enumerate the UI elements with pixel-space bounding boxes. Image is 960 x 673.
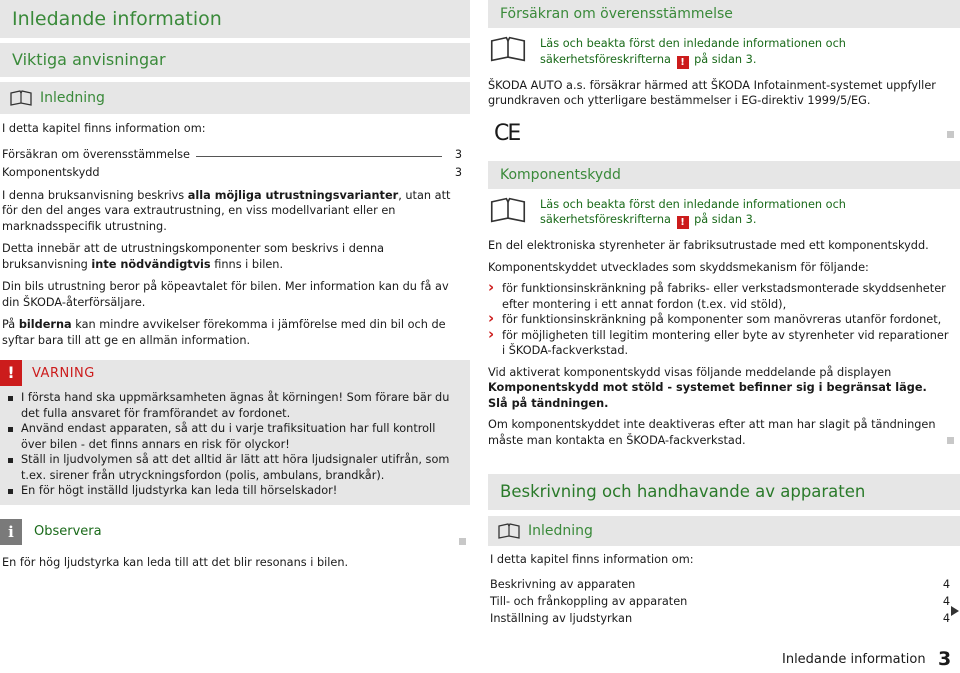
section-heading-conformity: Försäkran om överensstämmelse xyxy=(488,0,960,28)
page-title: Inledande information xyxy=(0,0,470,38)
toc-item[interactable]: Komponentskydd 3 xyxy=(2,165,462,179)
intro-heading xyxy=(488,516,960,546)
ce-mark-icon: CE xyxy=(494,120,520,146)
page-number: 3 xyxy=(938,648,952,670)
info-icon: i xyxy=(0,519,22,545)
section-heading-component-protection: Komponentskydd xyxy=(488,161,960,189)
next-page-arrow-icon[interactable] xyxy=(951,606,959,616)
toc-item[interactable]: Försäkran om överensstämmelse 3 xyxy=(2,147,462,161)
info-text: En för hög ljudstyrka kan leda till att det blir resonans i bilen. xyxy=(2,555,349,569)
book-icon xyxy=(488,197,528,223)
info-title: Observera xyxy=(34,524,102,539)
list-item: › för funktionsinskränkning på fabriks- eller verkstadsmonterade skyddsenheter efter montering i ett annat fordon (t.ex. vid stöld), xyxy=(488,281,950,312)
toc-list xyxy=(2,143,462,179)
section-heading-description: Beskrivning och handhavande av apparaten xyxy=(488,474,960,510)
intro-heading-label: Inledning xyxy=(528,523,593,539)
component-p4: Om komponentskyddet inte deaktiveras efter att man har slagit på tändningen måste man kontakta en ŠKODA-fackverkstad. xyxy=(488,418,936,447)
warning-icon: ! xyxy=(0,360,22,386)
toc-intro: I detta kapitel finns information om: xyxy=(2,122,206,135)
paragraph-variants: I denna bruksanvisning beskrivs alla möjliga utrustningsvarianter, utan att för den del anges vara extrautrustning, en viss modellvariant eller en marknadsspecifik utrustning. xyxy=(2,188,451,233)
warning-icon: ! xyxy=(677,56,689,69)
warning-title: VARNING xyxy=(32,365,95,381)
section-end-marker xyxy=(947,131,954,138)
toc-list xyxy=(488,574,960,625)
component-list xyxy=(488,281,960,359)
warning-item: I första hand ska uppmärksamheten ägnas åt körningen! Som förare bär du det fulla ansvaret för framförandet av fordonet. xyxy=(8,390,464,421)
component-p2: Komponentskyddet utvecklades som skyddsmekanism för följande: xyxy=(488,260,869,274)
book-icon xyxy=(498,523,520,539)
warning-item: En för högt inställd ljudstyrka kan leda till hörselskador! xyxy=(8,483,464,499)
intro-heading xyxy=(0,82,470,114)
toc-item[interactable]: Till- och frånkoppling av apparaten 4 xyxy=(490,594,950,608)
subtitle: Viktiga anvisningar xyxy=(0,43,470,77)
list-item: › för möjligheten till legitim montering eller byte av styrenheter vid reparationer i ŠKODA-fackverkstad. xyxy=(488,328,950,359)
left-column xyxy=(0,0,470,570)
intro-heading-label: Inledning xyxy=(40,90,105,106)
paragraph-components: Detta innebär att de utrustningskomponenter som beskrivs i denna bruksanvisning inte nödvändigtvis finns i bilen. xyxy=(2,242,385,271)
warning-icon: ! xyxy=(677,216,689,229)
footer-label: Inledande information xyxy=(782,652,926,667)
warning-item: Ställ in ljudvolymen så att det alltid är lätt att höra ljudsignaler utifrån, som t.ex. sirener från utryckningsfordon (polis, ambulans, brandkår). xyxy=(8,452,464,483)
safety-note: Läs och beakta först den inledande informationen och säkerhetsföreskrifterna ! på sidan 3. xyxy=(488,197,960,230)
right-column xyxy=(488,0,960,625)
paragraph-equipment: Din bils utrustning beror på köpeavtalet för bilen. Mer information kan du få av din ŠKODA-återförsäljare. xyxy=(2,280,449,309)
book-icon xyxy=(488,36,528,62)
book-icon xyxy=(10,90,32,106)
component-p1: En del elektroniska styrenheter är fabriksutrustade med ett komponentskydd. xyxy=(488,239,929,252)
conformity-text: ŠKODA AUTO a.s. försäkrar härmed att ŠKODA Infotainment-systemet uppfyller grundkraven och ytterligare bestämmelser i EG-direktiv 1999/5/EG. xyxy=(488,78,936,107)
toc-item[interactable]: Inställning av ljudstyrkan 4 xyxy=(490,611,950,625)
info-heading xyxy=(0,519,470,545)
component-p3: Vid aktiverat komponentskydd visas följande meddelande på displayen Komponentskydd mot stöld - systemet befinner sig i begränsat läge. Slå på tändningen. xyxy=(488,365,927,410)
paragraph-images: På bilderna kan mindre avvikelser förekomma i jämförelse med din bil och de syftar bara till att ge en allmän information. xyxy=(2,318,446,347)
warning-item: Använd endast apparaten, så att du i varje trafiksituation har full kontroll över bilen - det finns annars en risk för olyckor! xyxy=(8,421,464,452)
section-end-marker xyxy=(459,538,466,545)
list-item: › för funktionsinskränkning på komponenter som manövreras utanför fordonet, xyxy=(488,312,950,328)
toc-intro: I detta kapitel finns information om: xyxy=(490,553,694,566)
safety-note: Läs och beakta först den inledande informationen och säkerhetsföreskrifterna ! på sidan 3. xyxy=(488,36,960,69)
section-end-marker xyxy=(947,437,954,444)
toc-item[interactable]: Beskrivning av apparaten 4 xyxy=(490,577,950,591)
warning-box xyxy=(0,360,470,505)
